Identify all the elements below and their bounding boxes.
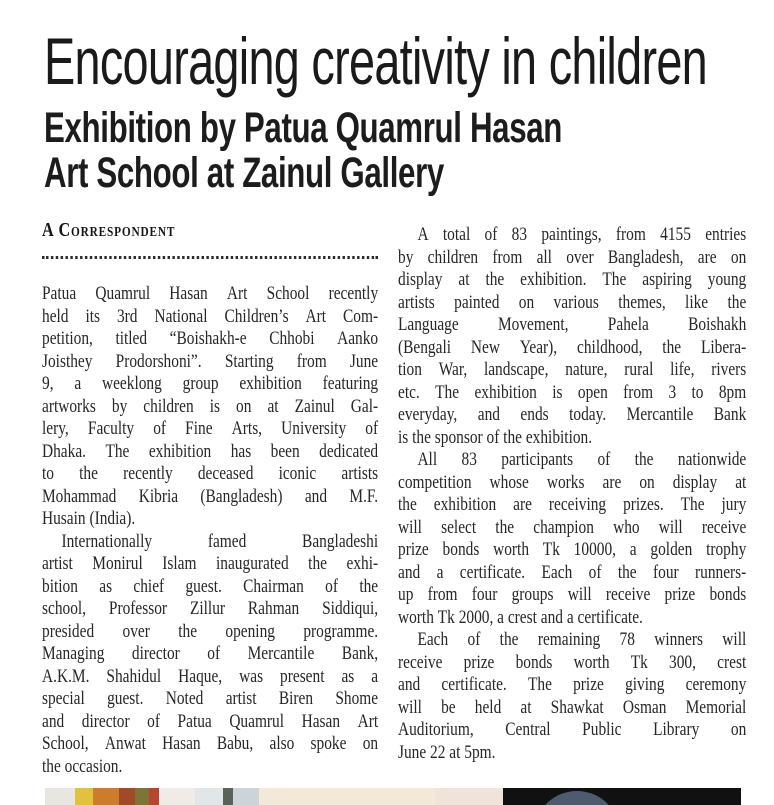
article-line: special guest. Noted artist Biren Shome: [42, 688, 379, 709]
article-line: School, Anwat Hasan Babu, also spoke on: [42, 733, 379, 754]
article-subhead-line-2: Art School at Zainul Gallery: [44, 149, 444, 197]
article-line: Mohammad Kibria (Bangladesh) and M.F.: [42, 485, 379, 507]
article-line: is the sponsor of the exhibition.: [398, 426, 593, 448]
article-line: tion War, landscape, nature, rural life, rivers: [398, 359, 747, 380]
article-column-left: [42, 220, 378, 778]
article-line: A total of 83 paintings, from 4155 entries: [417, 224, 747, 245]
article-line: to the recently deceased iconic artists: [42, 463, 379, 484]
article-line: held its 3rd National Children’s Art Com-: [42, 305, 379, 327]
article-line: school, Professor Zillur Rahman Siddiqui,: [42, 598, 379, 619]
article-line: Managing director of Mercantile Bank,: [42, 643, 379, 664]
article-column-right: [398, 224, 746, 764]
article-line: everyday, and ends today. Mercantile Bank: [398, 404, 747, 425]
article-line: by children from all over Bangladesh, are on: [398, 246, 747, 268]
photo-segment: [223, 788, 233, 805]
photo-segment: [93, 788, 119, 805]
article-line: competition whose works are on display at: [398, 471, 747, 493]
article-line: will select the champion who will receive: [398, 516, 747, 538]
photo-segment: [75, 788, 93, 805]
article-line: and certificate. The prize giving ceremony: [398, 674, 747, 695]
photo-segment: [503, 788, 741, 805]
photo-segment: [149, 788, 159, 805]
article-line: All 83 participants of the nationwide: [417, 449, 747, 470]
article-line: the occasion.: [42, 755, 123, 777]
article-paragraph: [398, 629, 746, 764]
article-paragraph: [398, 449, 746, 629]
article-line: 9, a weeklong group exhibition featuring: [42, 373, 379, 394]
photo-segment: [435, 788, 503, 805]
article-body-left: [42, 283, 378, 778]
article-line: lery, Faculty of Fine Arts, University of: [42, 418, 379, 439]
photo-segment: [233, 788, 259, 805]
article-line: petition, titled “Boishakh-e Chhobi Aanko: [42, 328, 379, 349]
article-subhead: [44, 106, 756, 196]
article-line: bition as chief guest. Chairman of the: [42, 575, 379, 597]
article-line: the exhibition are receiving prizes. The jury: [398, 494, 747, 515]
article-line: Each of the remaining 78 winners will: [417, 629, 747, 650]
article-paragraph: [42, 531, 378, 779]
photo-segment: [195, 788, 223, 805]
photo-segment: [135, 788, 149, 805]
article-photo-cropped: [45, 788, 741, 805]
article-paragraph: [398, 224, 746, 449]
article-line: Dhaka. The exhibition has been dedicated: [42, 440, 379, 462]
photo-segment: [159, 788, 195, 805]
article-line: artists painted on various themes, like the: [398, 291, 747, 313]
photo-segment: [45, 788, 75, 805]
article-line: (Bengali New Year), childhood, the Libera-: [398, 336, 747, 358]
article-line: A.K.M. Shahidul Haque, was present as a: [42, 665, 379, 687]
article-line: June 22 at 5pm.: [398, 741, 496, 763]
article-line: Auditorium, Central Public Library on: [398, 719, 747, 740]
article-line: and a certificate. Each of the four runners-: [398, 561, 747, 583]
article-line: artist Monirul Islam inaugurated the exhi-: [42, 553, 379, 574]
article-line: up from four groups will receive prize bonds: [398, 584, 747, 605]
article-line: prize bonds worth Tk 10000, a golden trophy: [398, 539, 747, 560]
article-line: artworks by children is on at Zainul Gal-: [42, 395, 379, 417]
photo-segment: [259, 788, 435, 805]
photo-segment: [119, 788, 135, 805]
article-line: display at the exhibition. The aspiring young: [398, 269, 747, 290]
article-line: will be held at Shawkat Osman Memorial: [398, 696, 747, 718]
article-line: Patua Quamrul Hasan Art School recently: [42, 283, 379, 304]
article-line: and director of Patua Quamrul Hasan Art: [42, 710, 379, 732]
article-line: receive prize bonds worth Tk 300, crest: [398, 651, 747, 673]
article-line: worth Tk 2000, a crest and a certificate.: [398, 606, 643, 628]
article-line: presided over the opening programme.: [42, 620, 379, 642]
article-body-right: [398, 224, 746, 764]
article-line: etc. The exhibition is open from 3 to 8pm: [398, 381, 747, 403]
article-line: Internationally famed Bangladeshi: [61, 530, 379, 552]
dotted-separator: [42, 256, 378, 259]
article-line: Joisthey Prodorshoni”. Starting from June: [42, 350, 379, 372]
article-headline: Encouraging creativity in children: [44, 24, 707, 98]
article-line: Language Movement, Pahela Boishakh: [398, 314, 747, 335]
byline: A Correspondent: [42, 219, 176, 241]
article-paragraph: [42, 283, 378, 531]
article-line: Husain (India).: [42, 508, 136, 529]
article-subhead-line-1: Exhibition by Patua Quamrul Hasan: [44, 104, 562, 152]
